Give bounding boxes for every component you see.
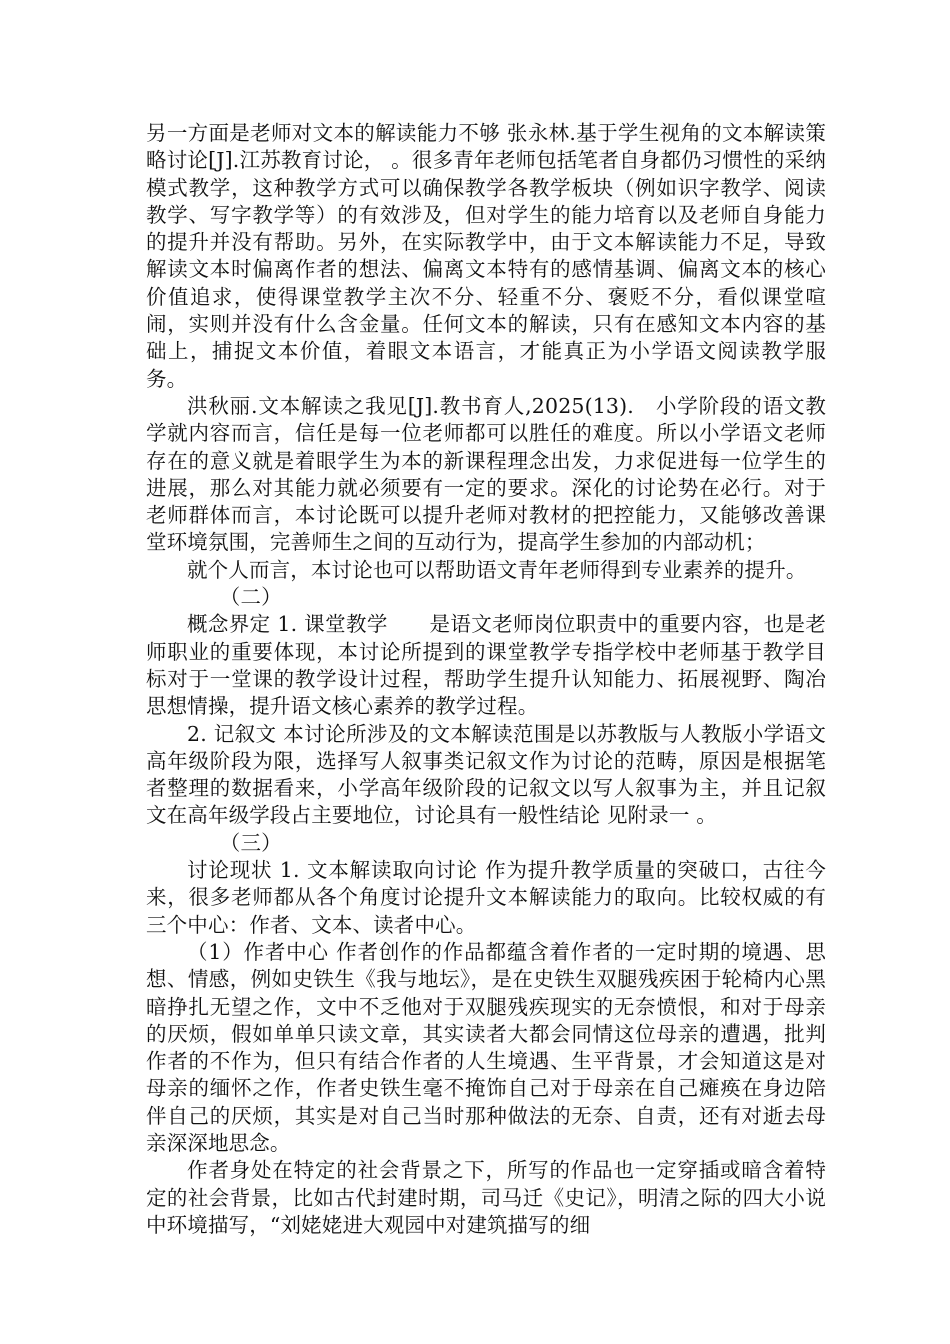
- section-heading-2: （二）: [219, 585, 282, 610]
- paragraph-research-status: 讨论现状 1. 文本解读取向讨论 作为提升教学质量的突破口，古往今来，很多老师都从各个角度讨论提升文本解读能力的取向。比较权威的有三个中心：作者、文本、读者中心。: [146, 858, 826, 937]
- paragraph-social-background: 作者身处在特定的社会背景之下，所写的作品也一定穿插或暗含着特定的社会背景，比如古代封建时期，司马迁《史记》，明清之际的四大小说中环境描写，“刘姥姥进大观园中对建筑描写的细: [146, 1158, 826, 1237]
- paragraph-concept-classroom-teaching: 概念界定 1. 课堂教学 是语文老师岗位职责中的重要内容，也是老师职业的重要体现，本讨论所提到的课堂教学专指学校中老师基于教学目标对于一堂课的教学设计过程，帮助学生提升认知能力、拓展视野、陶冶思想情操，提升语文核心素养的教学过程。: [146, 612, 826, 719]
- document-body: [146, 120, 826, 1239]
- paragraph-concept-narrative: 2. 记叙文 本讨论所涉及的文本解读范围是以苏教版与人教版小学语文高年级阶段为限，选择写人叙事类记叙文作为讨论的范畴，原因是根据笔者整理的数据看来，小学高年级阶段的记叙文以写人叙事为主，并且记叙文在高年级学段占主要地位，讨论具有一般性结论 见附录一 。: [146, 721, 826, 828]
- paragraph-author-center: （1）作者中心 作者创作的作品都蕴含着作者的一定时期的境遇、思想、情感，例如史铁生《我与地坛》，是在史铁生双腿残疾困于轮椅内心黑暗挣扎无望之作，文中不乏他对于双腿残疾现实的无奈愤恨，和对于母亲的厌烦，假如单单只读文章，其实读者大都会同情这位母亲的遭遇，批判作者的不作为，但只有结合作者的人生境遇、生平背景，才会知道这是对母亲的缅怀之作，作者史铁生毫不掩饰自己对于母亲在自己瘫痪在身边陪伴自己的厌烦，其实是对自己当时那种做法的无奈、自责，还有对逝去母亲深深地思念。: [146, 939, 826, 1155]
- section-heading-3: （三）: [219, 830, 282, 855]
- paragraph-personal-significance: 就个人而言，本讨论也可以帮助语文青年老师得到专业素养的提升。: [187, 557, 807, 582]
- paragraph-text-interpretation: 另一方面是老师对文本的解读能力不够 张永林.基于学生视角的文本解读策略讨论[J].江苏教育讨论， 。很多青年老师包括笔者自身都仍习惯性的采纳模式教学，这种教学方式可以确保教学各教学板块（例如识字教学、阅读教学、写字教学等）的有效涉及，但对学生的能力培育以及老师自身能力的提升并没有帮助。另外，在实际教学中，由于文本解读能力不足，导致解读文本时偏离作者的想法、偏离文本特有的感情基调、偏离文本的核心价值追求，使得课堂教学主次不分、轻重不分、褒贬不分，看似课堂喧闹，实则并没有什么含金量。任何文本的解读，只有在感知文本内容的基础上，捕捉文本价值，着眼文本语言，才能真正为小学语文阅读教学服务。: [146, 121, 826, 391]
- paragraph-research-significance: 洪秋丽.文本解读之我见[J].教书育人,2025(13). 小学阶段的语文教学就内容而言，信任是每一位老师都可以胜任的难度。所以小学语文老师存在的意义就是着眼学生为本的新课程理念出发，力求促进每一位学生的进展，那么对其能力就必须要有一定的要求。深化的讨论势在必行。对于老师群体而言，本讨论既可以提升老师对教材的把控能力，又能够改善课堂环境氛围，完善师生之间的互动行为，提高学生参加的内部动机；: [146, 393, 826, 555]
